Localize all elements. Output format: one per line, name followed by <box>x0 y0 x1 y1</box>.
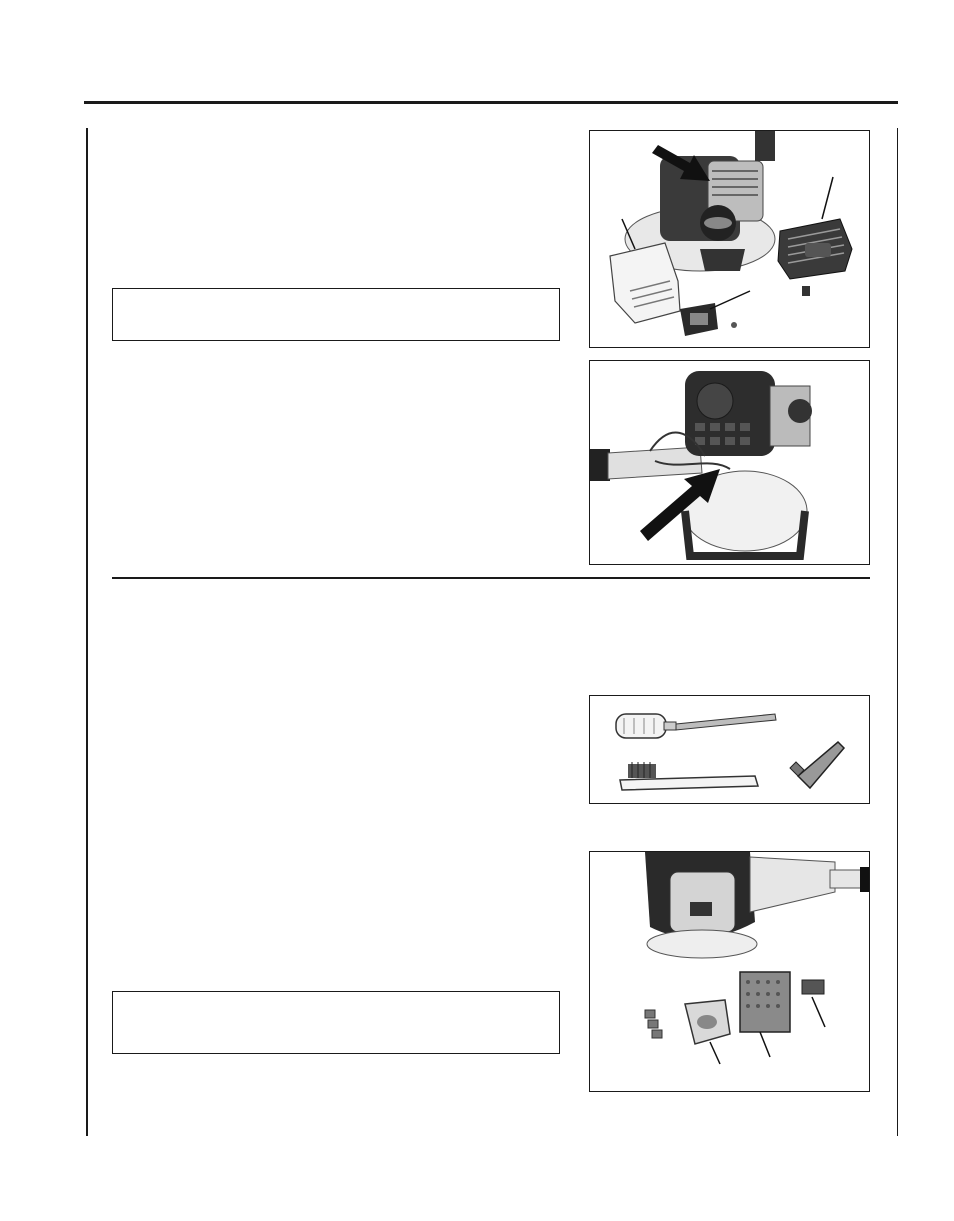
right-margin-line <box>897 128 898 1136</box>
tools-photo-icon <box>590 696 869 803</box>
note-box-1 <box>112 288 560 341</box>
figure-muffler-parts <box>589 851 870 1092</box>
engine-side-photo-icon <box>590 361 869 564</box>
muffler-disassembly-photo-icon <box>590 852 869 1091</box>
figure-tools <box>589 695 870 804</box>
left-margin-line <box>86 128 88 1136</box>
engine-disassembly-photo-icon <box>590 131 869 347</box>
note-box-2 <box>112 991 560 1054</box>
figure-engine-side-arrow <box>589 360 870 565</box>
top-rule <box>84 101 898 104</box>
section-divider <box>112 577 870 579</box>
figure-engine-covers <box>589 130 870 348</box>
